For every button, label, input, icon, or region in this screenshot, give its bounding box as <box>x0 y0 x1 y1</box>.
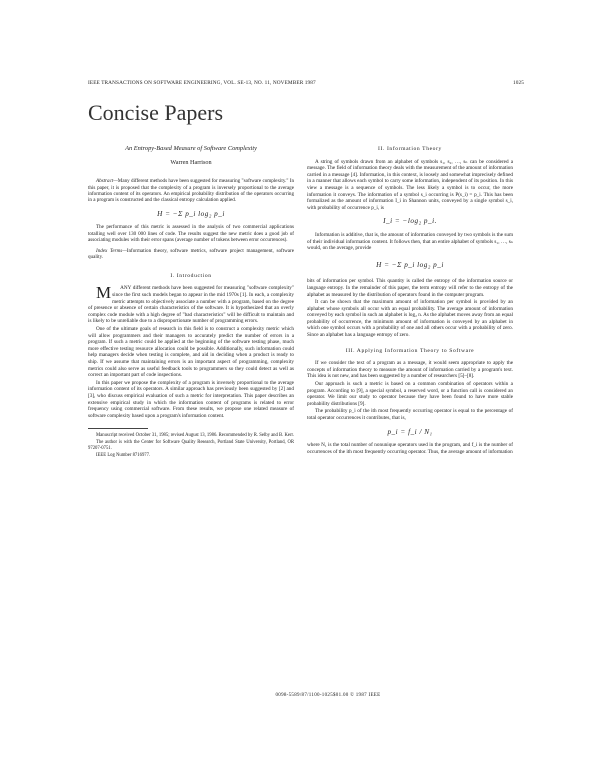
applying-paragraph-2: Our approach is such a metric is based on a common combination of operators within a program. According to [9], a special symbol, a reserved word, or a function call is considered an operator. We limit our study to operator because they have been found to have more stable probability distributions [9]. <box>307 381 513 407</box>
section-heading-applying: III. Applying Information Theory to Software <box>345 347 475 354</box>
footnote-divider <box>88 428 148 429</box>
section-heading-information-theory: II. Information Theory <box>378 146 442 152</box>
right-column <box>307 146 513 456</box>
intro-paragraph-2: One of the ultimate goals of research in this field is to construct a complexity metric which will allow programmers and their managers to accurately predict the number of errors in a program. If such a metric could be applied at the beginning of the software testing phase, much more effective testing resource allocation could be possible. Additionally, such information could help managers decide when testing is complete, and aid in deciding when a product is ready to ship. If we assume that maintaining errors is an important aspect of programming, complexity metrics could also serve as useful feedback tools to programmers so they could detect as well as correct an important part of code inspections. <box>88 325 294 379</box>
equation-information: I_i = −log₂ p_i. <box>383 217 437 226</box>
footnote-log-number: IEEE Log Number 8716977. <box>96 452 151 458</box>
applying-paragraph-3: The probability p_i of the ith most frequently occurring operator is equal to the percentage of total operator occurrences it contributes, that is, <box>307 408 513 421</box>
running-header <box>88 80 524 90</box>
intro-paragraph-3: In this paper we propose the complexity of a program is inversely proportional to the average information content of its operators. A similar approach has previously been suggested by [2] and [3], who discuss empirical evaluation of such a metric for interpretation. This paper describes an extensive empirical study in which the information content of programs is related to error frequency using commercial software. From these results, we propose one related measure of software complexity based upon a program's information content. <box>88 379 294 419</box>
abstract-text: Many different methods have been suggested for measuring "software complexity." In this paper, it is proposed that the complexity of a program is inversely proportional to the average information content of its operators. An empirical probability distribution of the operators occurring in a program is constructed and the classical entropy calculation applied. <box>88 178 294 204</box>
paper-title: An Entropy-Based Measure of Software Complexity <box>125 145 257 152</box>
index-terms-label: Index Terms— <box>96 247 127 254</box>
abstract <box>88 178 294 204</box>
intro-paragraph-1-text: ANY different methods have been suggested for measuring "software complexity" since the first such models began to appear in the mid 1970s [1]. In each, a complexity metric attempts to objectively associate a number with a program, based on the degree of presence or absence of certain characteristics of the software. It is hypothesized that an overly complex code module with a high degree of "bad characteristics" will be difficult to maintain and is likely to be unreliable due to a disproportionate number of programming errors. <box>88 285 294 325</box>
equation-entropy-average: H = −Σ p_i log₂ p_i <box>376 260 444 269</box>
abstract-continued: The performance of this metric is assessed in the analysis of two commercial applications totalling well over 130 000 lines of code. The results suggest the new metric does a good job of associating modules with their error spans (average number of tokens between error occurrences). <box>88 224 294 244</box>
drop-cap: M <box>96 283 112 303</box>
equation-entropy: H = −Σ p_i log₂ p_i <box>157 209 225 218</box>
info-theory-paragraph-1: A string of symbols drawn from an alphabet of symbols s₁, s₂, …, sₙ can be considered a message. The field of information theory deals with the measurement of the amount of information carried in a message [4]. Information, in this context, is loosely and somewhat imprecisely defined in a manner that allows each symbol to carry some information, independent of its position. In this view a message is a sequence of symbols. The less likely a symbol is to occur, the more information it conveys. The information of a symbol s_i occurring is P(s_i) = p_i. This has been formalized as the amount of information I_i in Shannon units, conveyed by a single symbol s_i, with probability of occurrence p_i, is <box>307 158 513 211</box>
section-heading-introduction: I. Introduction <box>170 272 212 279</box>
copyright-line: 0098-5589/87/1100-1025$01.00 © 1987 IEEE <box>275 693 381 698</box>
footnote-affiliation: The author is with the Center for Software Quality Research, Portland State University, Portland, OR 97207-0751. <box>88 440 294 451</box>
index-terms-text: Information theory, software metrics, software project management, software quality. <box>88 247 295 261</box>
section-title: Concise Papers <box>88 100 224 125</box>
info-theory-paragraph-3: bits of information per symbol. This quantity is called the entropy of the information source or language entropy. In the remainder of this paper, the term entropy will refer to the entropy of the alphabet as measured by the distribution of operators found in the computer program. <box>307 278 513 298</box>
intro-paragraph-1 <box>88 285 294 325</box>
applying-paragraph-1: If we consider the text of a program as a message, it would seem appropriate to apply the concepts of information theory to measure the amount of information carried by a program's text. This idea is not new, and has been suggested by a number of researchers [5]–[8]. <box>307 360 513 380</box>
info-theory-paragraph-2: Information is additive, that is, the amount of information conveyed by two symbols is the sum of their individual information content. It follows then, that an entire alphabet of symbols s₁, …, sₙ would, on the average, provide <box>307 231 513 252</box>
abstract-label: Abstract— <box>96 178 118 185</box>
applying-paragraph-4: where N₁ is the total number of nonunique operators used in the program, and f_i is the number of occurrences of the ith most frequently occurring operator. Thus, the average amount of information <box>307 442 513 455</box>
equation-probability: p_i = f_i / N₁ <box>387 427 433 436</box>
info-theory-paragraph-4: It can be shown that the maximum amount of information per symbol is provided by an alphabet whose symbols all occur with an equal probability. The average amount of information conveyed by each symbol in such an alphabet is log₂ n. As the alphabet moves away from an equal probability of occurrence, the minimum amount of information is conveyed by an alphabet in which one symbol occurs with a probability of one and all others occur with a probability of zero. Since an alphabet has a language entropy of zero. <box>307 299 513 339</box>
index-terms <box>88 248 294 261</box>
author-name: Warren Harrison <box>170 158 212 166</box>
footnote-manuscript: Manuscript received October 31, 1985; revised August 13, 1986. Recommended by R. Selby and B. Kerr. <box>96 433 295 439</box>
left-column <box>88 146 294 459</box>
page-number: 1025 <box>513 80 524 86</box>
journal-header: IEEE TRANSACTIONS ON SOFTWARE ENGINEERING, VOL. SE-13, NO. 11, NOVEMBER 1987 <box>88 80 316 86</box>
